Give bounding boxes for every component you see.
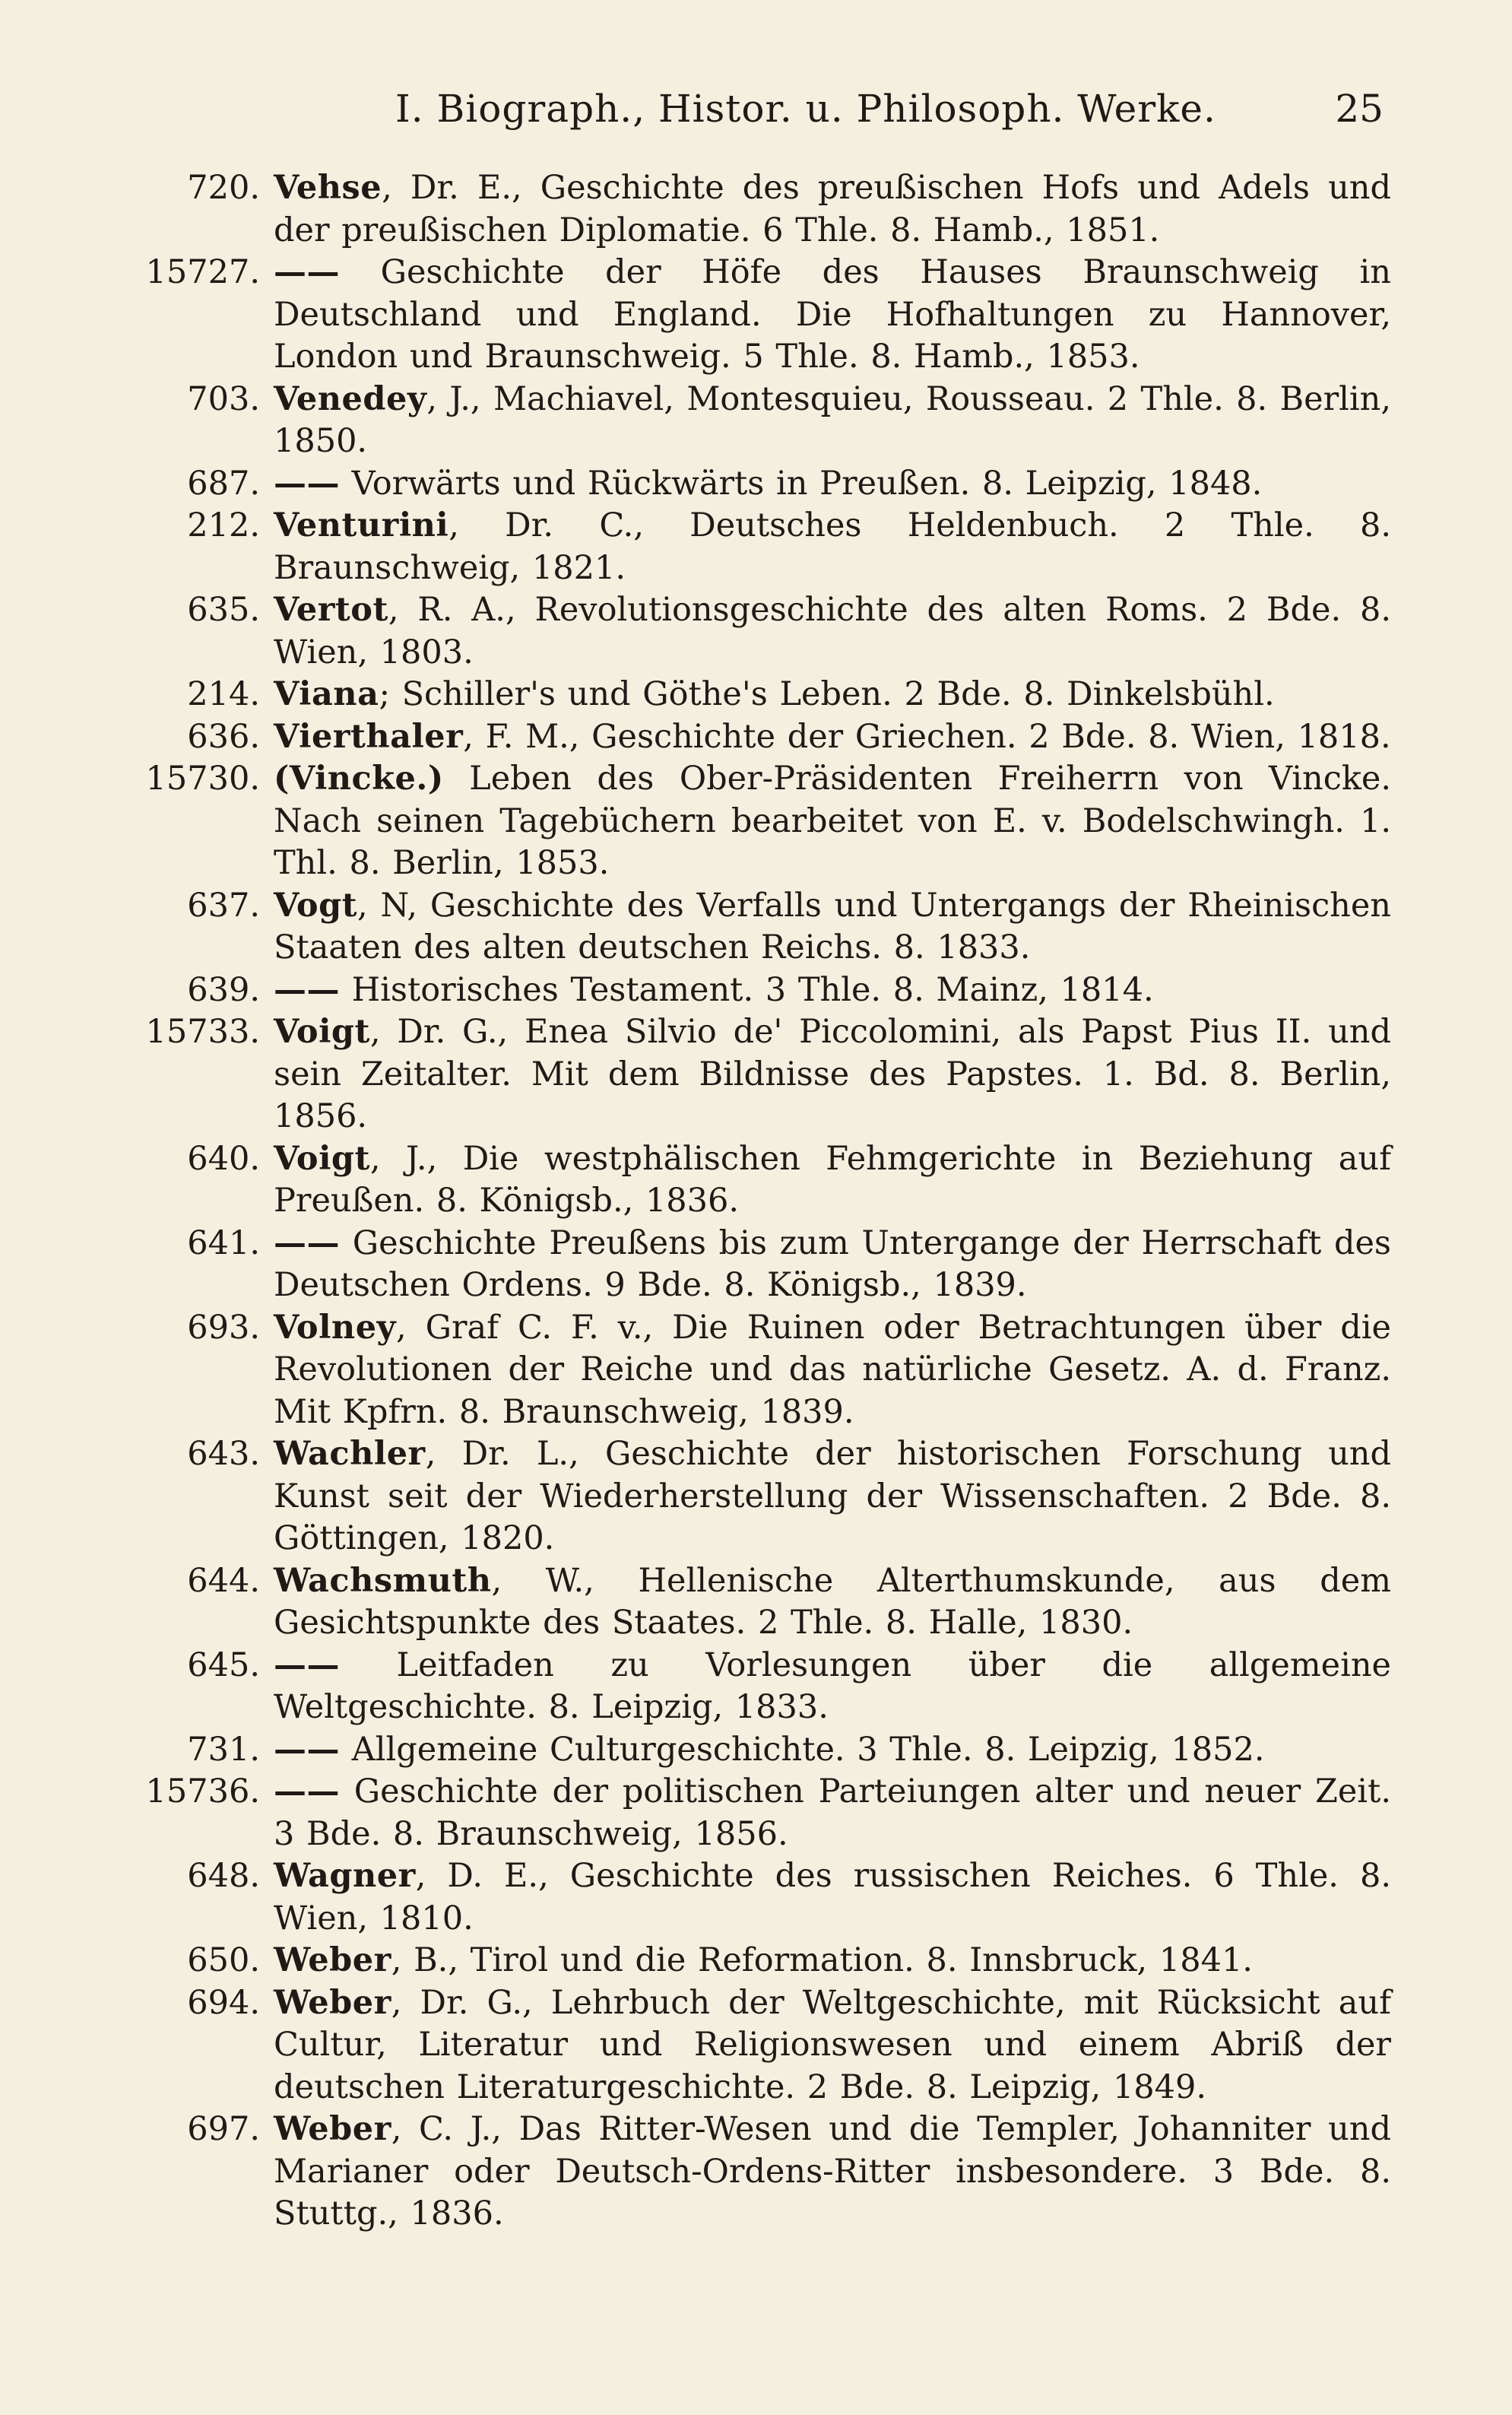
entry-body — [274, 1011, 1391, 1138]
entry-body — [274, 1223, 1391, 1307]
entry-author: —— — [274, 970, 340, 1009]
entry-body — [274, 252, 1391, 379]
entry-text: , C. J., Das Ritter-Wesen und die Templer, Johanniter und Marianer oder Deutsch-Ordens-Ritter insbesondere. 3 Bde. 8. Stuttg., 1836. — [274, 2110, 1391, 2233]
entry-body — [274, 1982, 1391, 2109]
entry-body — [274, 1729, 1391, 1772]
entry-text: , F. M., Geschichte der Griechen. 2 Bde. 8. Wien, 1818. — [463, 717, 1391, 756]
entry-body — [274, 1855, 1391, 1940]
entry-number: 635. — [187, 591, 260, 629]
entry-number: 694. — [187, 1983, 260, 2022]
catalog-entry — [114, 1982, 1391, 2109]
entry-text: Geschichte Preußens bis zum Untergange der Herrschaft des Deutschen Ordens. 9 Bde. 8. Königsb., 1839. — [274, 1223, 1391, 1304]
entry-author: —— — [274, 1645, 340, 1684]
entry-text: , Dr. L., Geschichte der historischen Forschung und Kunst seit der Wiederherstellung der Wissenschaften. 2 Bde. 8. Göttingen, 1820. — [274, 1435, 1391, 1557]
entry-body — [274, 463, 1391, 506]
catalog-entry — [114, 716, 1391, 759]
entry-number: 643. — [187, 1435, 260, 1473]
entry-number: 645. — [187, 1645, 260, 1684]
entry-number: 644. — [187, 1561, 260, 1600]
entry-author: Weber — [274, 2110, 391, 2148]
entry-author: —— — [274, 253, 340, 291]
entry-body — [274, 969, 1391, 1012]
catalog-entry — [114, 1560, 1391, 1645]
catalog-entries — [114, 167, 1391, 2236]
entry-body — [274, 716, 1391, 759]
entry-number: 212. — [187, 506, 260, 544]
catalog-entry — [114, 969, 1391, 1012]
entry-number: 693. — [187, 1308, 260, 1347]
entry-text: Leben des Ober-Präsidenten Freiherrn von Vincke. Nach seinen Tagebüchern bearbeitet von E. v. Bodelschwingh. 1. Thl. 8. Berlin, 1853. — [274, 760, 1391, 882]
entry-body — [274, 167, 1391, 252]
entry-author: —— — [274, 464, 340, 503]
entry-text: Geschichte der politischen Parteiungen alter und neuer Zeit. 3 Bde. 8. Braunschweig, 1856. — [274, 1772, 1391, 1853]
catalog-entry — [114, 1729, 1391, 1772]
entry-number: 15736. — [145, 1772, 260, 1810]
entry-author: —— — [274, 1772, 340, 1810]
entry-text: Leitfaden zu Vorlesungen über die allgemeine Weltgeschichte. 8. Leipzig, 1833. — [274, 1645, 1391, 1726]
entry-author: Voigt — [274, 1139, 370, 1178]
catalog-entry — [114, 252, 1391, 379]
entry-number: 650. — [187, 1941, 260, 1979]
catalog-entry — [114, 167, 1391, 252]
entry-author: Vogt — [274, 886, 358, 925]
entry-text: Allgemeine Culturgeschichte. 3 Thle. 8. Leipzig, 1852. — [340, 1730, 1265, 1769]
catalog-entry — [114, 505, 1391, 589]
entry-body — [274, 674, 1391, 716]
entry-number: 720. — [187, 169, 260, 207]
entry-body — [274, 1433, 1391, 1560]
entry-number: 687. — [187, 464, 260, 503]
entry-body — [274, 1940, 1391, 1982]
entry-number: 703. — [187, 379, 260, 418]
entry-author: Voigt — [274, 1013, 370, 1051]
entry-number: 15730. — [145, 760, 260, 798]
entry-body — [274, 1138, 1391, 1223]
entry-author: —— — [274, 1223, 340, 1262]
catalog-entry — [114, 758, 1391, 885]
running-title: I. Biograph., Histor. u. Philosoph. Werke. — [395, 87, 1216, 131]
entry-author: Vehse — [274, 169, 382, 207]
catalog-entry — [114, 379, 1391, 463]
catalog-entry — [114, 589, 1391, 674]
entry-text: , Dr. G., Lehrbuch der Weltgeschichte, mit Rücksicht auf Cultur, Literatur und Religionswesen und einem Abriß der deutschen Literaturgeschichte. 2 Bde. 8. Leipzig, 1849. — [274, 1983, 1391, 2106]
entry-body — [274, 589, 1391, 674]
entry-body — [274, 1307, 1391, 1434]
entry-author: Vierthaler — [274, 717, 464, 756]
entry-body — [274, 379, 1391, 463]
entry-text: , J., Die westphälischen Fehmgerichte in Beziehung auf Preußen. 8. Königsb., 1836. — [274, 1139, 1391, 1220]
entry-text: Historisches Testament. 3 Thle. 8. Mainz, 1814. — [340, 970, 1154, 1009]
entry-author: Wachler — [274, 1435, 426, 1473]
entry-body — [274, 1645, 1391, 1729]
entry-number: 636. — [187, 717, 260, 756]
entry-author: Weber — [274, 1983, 391, 2022]
catalog-entry — [114, 2109, 1391, 2236]
entry-number: 637. — [187, 886, 260, 925]
entry-text: , Dr. E., Geschichte des preußischen Hofs und Adels und der preußischen Diplomatie. 6 Thle. 8. Hamb., 1851. — [274, 169, 1391, 249]
entry-number: 641. — [187, 1223, 260, 1262]
entry-text: , Graf C. F. v., Die Ruinen oder Betrachtungen über die Revolutionen der Reiche und das natürliche Gesetz. A. d. Franz. Mit Kpfrn. 8. Braunschweig, 1839. — [274, 1308, 1391, 1431]
catalog-entry — [114, 1307, 1391, 1434]
entry-number: 697. — [187, 2110, 260, 2148]
entry-author: Weber — [274, 1941, 391, 1979]
entry-number: 648. — [187, 1857, 260, 1895]
catalog-entry — [114, 1223, 1391, 1307]
catalog-entry — [114, 1433, 1391, 1560]
entry-text: ; Schiller's und Göthe's Leben. 2 Bde. 8. Dinkelsbühl. — [379, 675, 1275, 713]
entry-text: , J., Machiavel, Montesquieu, Rousseau. 2 Thle. 8. Berlin, 1850. — [274, 379, 1391, 460]
entry-text: Vorwärts und Rückwärts in Preußen. 8. Leipzig, 1848. — [340, 464, 1263, 503]
entry-text: , B., Tirol und die Reformation. 8. Innsbruck, 1841. — [391, 1941, 1253, 1979]
entry-body — [274, 758, 1391, 885]
page-number: 25 — [1335, 87, 1384, 131]
entry-author: Wagner — [274, 1857, 416, 1895]
catalog-entry — [114, 1855, 1391, 1940]
entry-body — [274, 1560, 1391, 1645]
catalog-entry — [114, 674, 1391, 716]
catalog-entry — [114, 1771, 1391, 1855]
catalog-entry — [114, 1645, 1391, 1729]
entry-author: (Vincke.) — [274, 760, 444, 798]
entry-body — [274, 2109, 1391, 2236]
entry-author: Venedey — [274, 379, 427, 418]
catalog-entry — [114, 1138, 1391, 1223]
entry-body — [274, 1771, 1391, 1855]
entry-body — [274, 505, 1391, 589]
catalog-entry — [114, 1940, 1391, 1982]
entry-body — [274, 885, 1391, 969]
entry-text: , Dr. G., Enea Silvio de' Piccolomini, als Papst Pius II. und sein Zeitalter. Mit dem Bildnisse des Papstes. 1. Bd. 8. Berlin, 1856. — [274, 1013, 1391, 1135]
entry-text: , D. E., Geschichte des russischen Reiches. 6 Thle. 8. Wien, 1810. — [274, 1857, 1391, 1937]
entry-author: Venturini — [274, 506, 449, 544]
entry-author: Vertot — [274, 591, 388, 629]
entry-author: Wachsmuth — [274, 1561, 492, 1600]
entry-text: , W., Hellenische Alterthumskunde, aus dem Gesichtspunkte des Staates. 2 Thle. 8. Halle, 1830. — [274, 1561, 1391, 1642]
entry-number: 15733. — [145, 1013, 260, 1051]
entry-number: 15727. — [145, 253, 260, 291]
entry-number: 639. — [187, 970, 260, 1009]
page-header — [274, 82, 1384, 135]
entry-author: Viana — [274, 675, 379, 713]
entry-number: 214. — [187, 675, 260, 713]
entry-text: , R. A., Revolutionsgeschichte des alten Roms. 2 Bde. 8. Wien, 1803. — [274, 591, 1391, 671]
entry-author: —— — [274, 1730, 340, 1769]
catalog-entry — [114, 885, 1391, 969]
entry-text: , N, Geschichte des Verfalls und Untergangs der Rheinischen Staaten des alten deutschen Reichs. 8. 1833. — [274, 886, 1391, 966]
entry-number: 731. — [187, 1730, 260, 1769]
entry-number: 640. — [187, 1139, 260, 1178]
entry-text: Geschichte der Höfe des Hauses Braunschweig in Deutschland und England. Die Hofhaltungen zu Hannover, London und Braunschweig. 5 Thle. 8. Hamb., 1853. — [274, 253, 1391, 376]
entry-author: Volney — [274, 1308, 397, 1347]
catalog-entry — [114, 463, 1391, 506]
catalog-entry — [114, 1011, 1391, 1138]
entry-text: , Dr. C., Deutsches Heldenbuch. 2 Thle. 8. Braunschweig, 1821. — [274, 506, 1391, 587]
